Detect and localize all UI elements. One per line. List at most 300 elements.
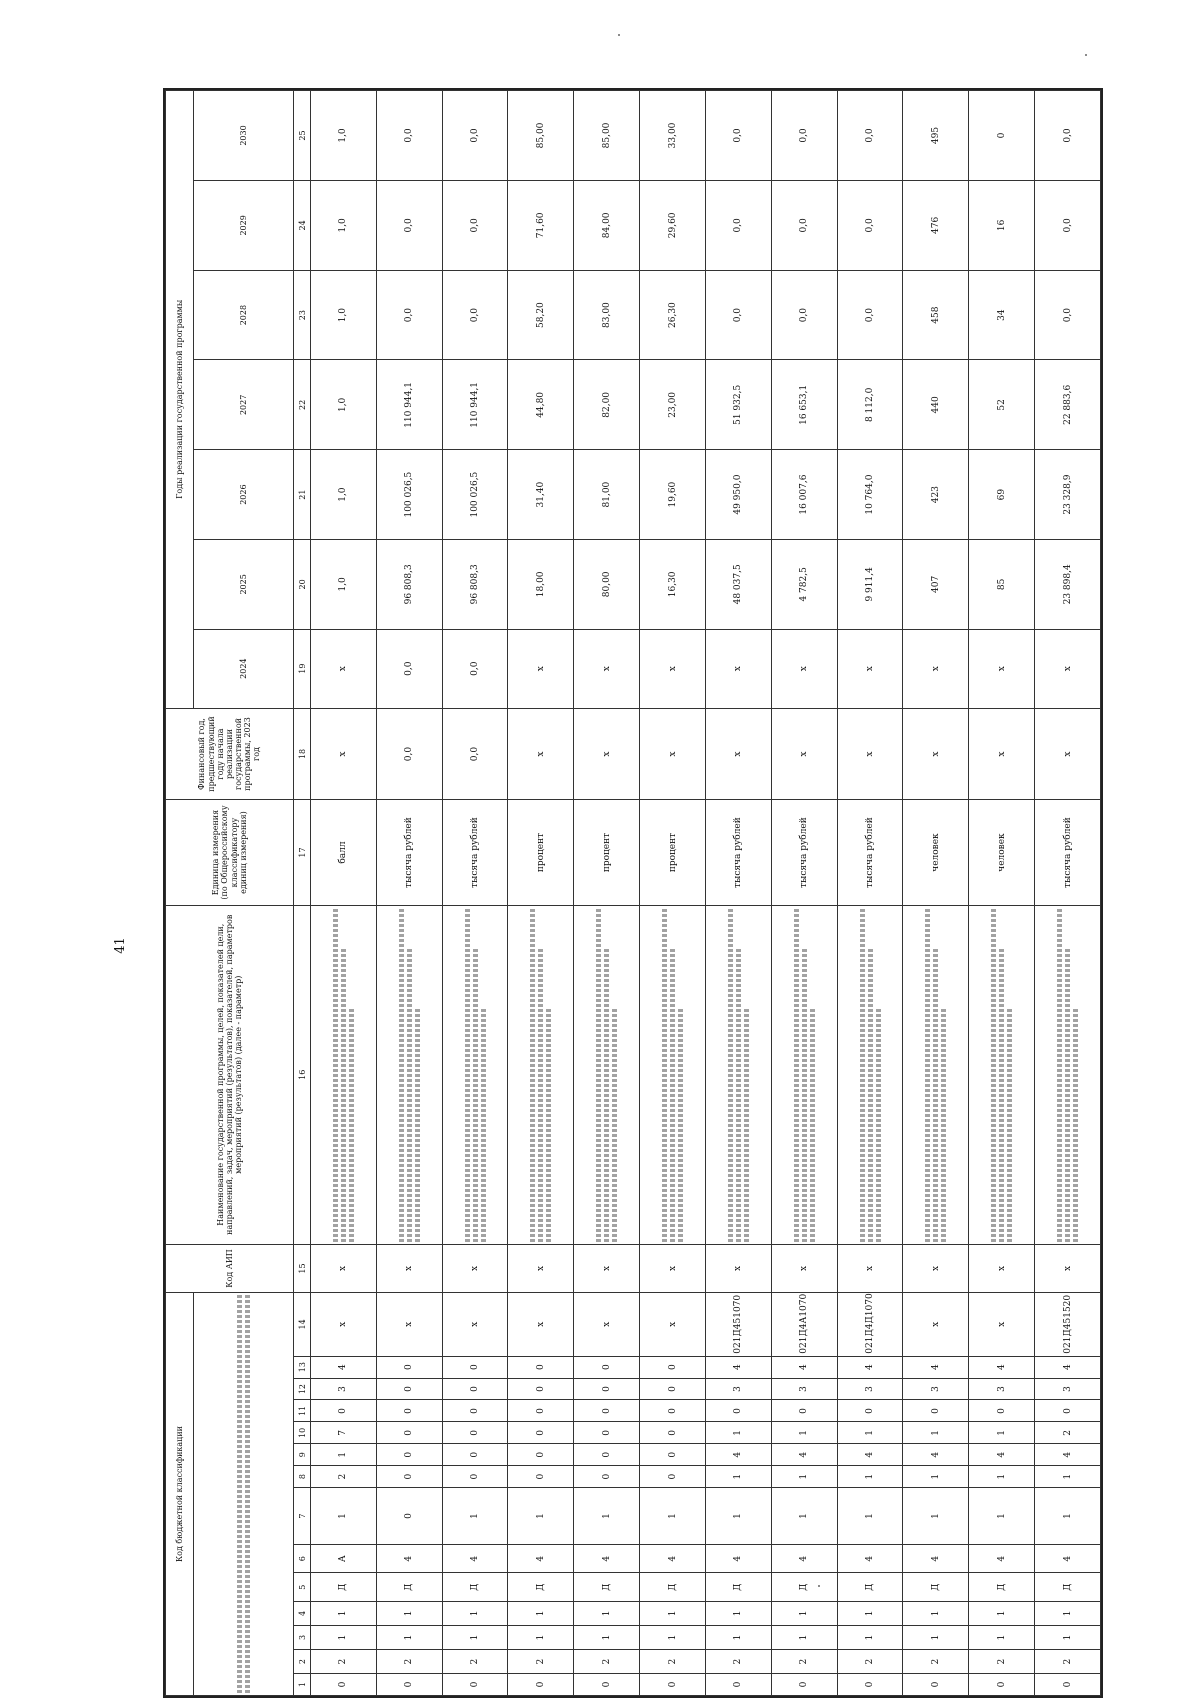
budget-subheaders (194, 1293, 294, 1696)
base-year-header: Финансовый год, предшествующий году начала реализации государственной программы, 2023 год (166, 708, 294, 800)
code-cell: 1 (837, 1466, 903, 1488)
code-cell: 0 (574, 1400, 640, 1422)
column-number: 11 (294, 1400, 311, 1422)
code-cell: 3 (311, 1378, 377, 1400)
year-value-cell: 84,00 (574, 180, 640, 270)
row-description-illegible (705, 905, 771, 1244)
year-value-cell: 16 (969, 180, 1035, 270)
year-value-cell: х (508, 629, 574, 708)
code-cell: 0 (508, 1444, 574, 1466)
year-value-cell: х (771, 629, 837, 708)
column-number: 5 (294, 1573, 311, 1601)
code-cell: 4 (771, 1444, 837, 1466)
code-cell: Д (376, 1573, 442, 1601)
code-cell: 0 (376, 1400, 442, 1422)
code-cell: х (837, 1244, 903, 1292)
code-cell: 2 (705, 1650, 771, 1674)
code-cell: 4 (903, 1444, 969, 1466)
code-cell: 0 (442, 1378, 508, 1400)
base-year-cell: х (508, 708, 574, 800)
code-cell: 4 (1035, 1356, 1101, 1378)
code-cell: х (771, 1244, 837, 1292)
code-cell: 021Д451070 (705, 1293, 771, 1357)
code-cell: 1 (1035, 1466, 1101, 1488)
year-value-cell: 19,60 (640, 450, 706, 540)
code-cell: 1 (1035, 1601, 1101, 1625)
column-number: 1 (294, 1674, 311, 1696)
column-number: 2 (294, 1650, 311, 1674)
row-description-illegible (508, 905, 574, 1244)
code-cell: 0 (376, 1674, 442, 1696)
code-cell: 2 (1035, 1650, 1101, 1674)
code-cell: Д (705, 1573, 771, 1601)
code-cell: 0 (837, 1400, 903, 1422)
code-cell: 1 (705, 1422, 771, 1444)
year-value-cell: 0,0 (376, 91, 442, 181)
column-number: 3 (294, 1625, 311, 1649)
column-number: 4 (294, 1601, 311, 1625)
year-value-cell: х (837, 629, 903, 708)
row-description-illegible (1035, 905, 1101, 1244)
code-cell: 1 (903, 1625, 969, 1649)
unit-cell: тысяча рублей (442, 800, 508, 905)
column-number: 19 (294, 629, 311, 708)
code-cell: 1 (705, 1625, 771, 1649)
year-value-cell: 83,00 (574, 270, 640, 360)
code-cell: 1 (376, 1601, 442, 1625)
code-cell: 2 (442, 1650, 508, 1674)
code-cell: 7 (311, 1422, 377, 1444)
code-cell: 0 (1035, 1400, 1101, 1422)
row-description-illegible (574, 905, 640, 1244)
code-cell: 4 (837, 1444, 903, 1466)
code-cell: 3 (903, 1378, 969, 1400)
table-row (376, 91, 442, 1696)
code-cell: х (311, 1293, 377, 1357)
year-value-cell: х (1035, 629, 1101, 708)
code-cell: 0 (442, 1674, 508, 1696)
year-value-cell: 85 (969, 539, 1035, 629)
code-cell: 0 (574, 1356, 640, 1378)
code-cell: 1 (837, 1601, 903, 1625)
code-cell: 0 (376, 1422, 442, 1444)
code-cell: 3 (1035, 1378, 1101, 1400)
column-numbers-row (294, 91, 311, 1696)
base-year-cell: 0,0 (376, 708, 442, 800)
year-value-cell: 423 (903, 450, 969, 540)
year-value-cell: 29,60 (640, 180, 706, 270)
code-cell: 1 (969, 1466, 1035, 1488)
column-number: 6 (294, 1544, 311, 1572)
code-cell: 0 (442, 1466, 508, 1488)
code-cell: 2 (903, 1650, 969, 1674)
unit-cell: балл (311, 800, 377, 905)
code-cell: х (903, 1244, 969, 1292)
row-description-illegible (640, 905, 706, 1244)
year-value-cell: 58,20 (508, 270, 574, 360)
unit-cell: процент (508, 800, 574, 905)
code-cell: 4 (969, 1356, 1035, 1378)
code-cell: 1 (705, 1466, 771, 1488)
code-cell: 0 (376, 1356, 442, 1378)
code-cell: 0 (574, 1674, 640, 1696)
base-year-cell: х (705, 708, 771, 800)
code-cell: Д (1035, 1573, 1101, 1601)
code-cell: 2 (574, 1650, 640, 1674)
code-cell: 0 (640, 1356, 706, 1378)
code-cell: 0 (640, 1444, 706, 1466)
code-cell: 4 (771, 1356, 837, 1378)
code-cell: 1 (508, 1625, 574, 1649)
code-cell: Д (969, 1573, 1035, 1601)
year-header: 2026 (194, 450, 294, 540)
table-row (771, 91, 837, 1696)
code-cell: Д (640, 1573, 706, 1601)
code-cell: 1 (442, 1601, 508, 1625)
code-cell: 1 (837, 1488, 903, 1545)
base-year-cell: х (903, 708, 969, 800)
year-value-cell: 1,0 (311, 270, 377, 360)
table-row (969, 91, 1035, 1696)
code-cell: 1 (837, 1625, 903, 1649)
year-header: 2030 (194, 91, 294, 181)
code-cell: 4 (574, 1544, 640, 1572)
code-cell: 1 (903, 1466, 969, 1488)
year-value-cell: 100 026,5 (376, 450, 442, 540)
table-row (311, 91, 377, 1696)
base-year-cell: х (1035, 708, 1101, 800)
year-value-cell: 110 944,1 (442, 360, 508, 450)
code-cell: Д (311, 1573, 377, 1601)
code-cell: х (969, 1293, 1035, 1357)
code-cell: 1 (311, 1625, 377, 1649)
year-value-cell: 0,0 (442, 91, 508, 181)
code-cell: 4 (969, 1444, 1035, 1466)
year-value-cell: 31,40 (508, 450, 574, 540)
group-budget-header: Код бюджетной классификации (166, 1293, 194, 1696)
year-header: 2024 (194, 629, 294, 708)
code-cell: 2 (969, 1650, 1035, 1674)
year-value-cell: 49 950,0 (705, 450, 771, 540)
code-cell: 0 (837, 1674, 903, 1696)
year-value-cell: 44,80 (508, 360, 574, 450)
year-header: 2028 (194, 270, 294, 360)
year-value-cell: 1,0 (311, 180, 377, 270)
code-cell: 0 (376, 1488, 442, 1545)
year-value-cell: 52 (969, 360, 1035, 450)
scan-speck (1085, 54, 1087, 56)
code-cell: 0 (969, 1674, 1035, 1696)
code-cell: 2 (508, 1650, 574, 1674)
year-value-cell: 440 (903, 360, 969, 450)
row-description-illegible (771, 905, 837, 1244)
code-cell: 4 (837, 1356, 903, 1378)
year-value-cell: 23 898,4 (1035, 539, 1101, 629)
year-value-cell: 0,0 (705, 270, 771, 360)
unit-cell: тысяча рублей (376, 800, 442, 905)
year-value-cell: 16 007,6 (771, 450, 837, 540)
unit-header: Единица измерения (по Общероссийскому классификатору единиц измерения) (166, 800, 294, 905)
year-value-cell: 81,00 (574, 450, 640, 540)
code-cell: 1 (508, 1488, 574, 1545)
code-cell: х (508, 1244, 574, 1292)
code-cell: 1 (442, 1625, 508, 1649)
year-header: 2025 (194, 539, 294, 629)
code-cell: 0 (969, 1400, 1035, 1422)
unit-cell: процент (640, 800, 706, 905)
year-value-cell: 23,00 (640, 360, 706, 450)
year-value-cell: 0,0 (837, 270, 903, 360)
table-row (837, 91, 903, 1696)
code-cell: 1 (640, 1625, 706, 1649)
base-year-cell: х (771, 708, 837, 800)
code-cell: 0 (640, 1674, 706, 1696)
code-cell: 3 (837, 1378, 903, 1400)
code-cell: 1 (311, 1444, 377, 1466)
year-value-cell: 0,0 (705, 91, 771, 181)
table-row (574, 91, 640, 1696)
code-cell: 0 (311, 1400, 377, 1422)
code-cell: 1 (837, 1422, 903, 1444)
year-value-cell: 71,60 (508, 180, 574, 270)
code-cell: Д (508, 1573, 574, 1601)
column-number: 21 (294, 450, 311, 540)
code-cell: 4 (903, 1544, 969, 1572)
year-value-cell: 82,00 (574, 360, 640, 450)
group-years-header: Годы реализации государственной программы (166, 91, 194, 709)
year-value-cell: 16 653,1 (771, 360, 837, 450)
code-cell: 0 (508, 1356, 574, 1378)
code-cell: 2 (311, 1466, 377, 1488)
year-value-cell: 10 764,0 (837, 450, 903, 540)
column-number: 10 (294, 1422, 311, 1444)
code-cell: 3 (969, 1378, 1035, 1400)
row-description-illegible (837, 905, 903, 1244)
code-cell: 0 (574, 1444, 640, 1466)
year-value-cell: 16,30 (640, 539, 706, 629)
code-cell: х (903, 1293, 969, 1357)
code-cell: А (311, 1544, 377, 1572)
column-number: 20 (294, 539, 311, 629)
year-value-cell: х (574, 629, 640, 708)
code-cell: х (705, 1244, 771, 1292)
year-value-cell: 0,0 (771, 270, 837, 360)
base-year-cell: х (640, 708, 706, 800)
row-description-illegible (442, 905, 508, 1244)
code-cell: 1 (903, 1601, 969, 1625)
rotated-table (165, 86, 1105, 1696)
code-cell: х (442, 1293, 508, 1357)
year-value-cell: 0,0 (442, 629, 508, 708)
code-cell: 4 (640, 1544, 706, 1572)
year-value-cell: х (969, 629, 1035, 708)
column-number: 9 (294, 1444, 311, 1466)
year-value-cell: 0,0 (1035, 91, 1101, 181)
code-cell: 4 (311, 1356, 377, 1378)
unit-cell: тысяча рублей (1035, 800, 1101, 905)
year-value-cell: 0,0 (837, 180, 903, 270)
base-year-cell: х (311, 708, 377, 800)
column-number: 8 (294, 1466, 311, 1488)
unit-cell: человек (969, 800, 1035, 905)
table-row (903, 91, 969, 1696)
year-value-cell: 0,0 (837, 91, 903, 181)
code-cell: 0 (640, 1378, 706, 1400)
code-cell: Д (771, 1573, 837, 1601)
year-value-cell: 495 (903, 91, 969, 181)
code-cell: 1 (903, 1488, 969, 1545)
code-cell: 4 (837, 1544, 903, 1572)
code-cell: 1 (705, 1488, 771, 1545)
code-cell: 1 (640, 1601, 706, 1625)
code-cell: х (640, 1244, 706, 1292)
code-cell: х (574, 1244, 640, 1292)
base-year-cell: 0,0 (442, 708, 508, 800)
code-cell: 1 (771, 1422, 837, 1444)
page-number: 41 (112, 937, 128, 954)
year-value-cell: 18,00 (508, 539, 574, 629)
column-number: 22 (294, 360, 311, 450)
year-value-cell: 476 (903, 180, 969, 270)
code-cell: 0 (574, 1378, 640, 1400)
code-cell: 0 (640, 1400, 706, 1422)
code-cell: 0 (574, 1466, 640, 1488)
year-value-cell: 0,0 (705, 180, 771, 270)
code-cell: 0 (705, 1400, 771, 1422)
year-value-cell: 23 328,9 (1035, 450, 1101, 540)
code-cell: 1 (311, 1488, 377, 1545)
program-table-frame (163, 88, 1103, 1698)
code-cell: 0 (771, 1400, 837, 1422)
base-year-cell: х (837, 708, 903, 800)
code-cell: 021Д4А1070 (771, 1293, 837, 1357)
code-cell: 1 (574, 1601, 640, 1625)
code-cell: 1 (1035, 1488, 1101, 1545)
code-cell: 2 (771, 1650, 837, 1674)
year-value-cell: 0,0 (376, 629, 442, 708)
code-cell: 0 (508, 1466, 574, 1488)
code-cell: 0 (442, 1400, 508, 1422)
code-cell: 021Д451520 (1035, 1293, 1101, 1357)
unit-cell: человек (903, 800, 969, 905)
column-number: 24 (294, 180, 311, 270)
table-row (640, 91, 706, 1696)
code-cell: 0 (1035, 1674, 1101, 1696)
year-value-cell: 26,30 (640, 270, 706, 360)
code-cell: 0 (640, 1466, 706, 1488)
code-cell: 2 (837, 1650, 903, 1674)
column-number: 12 (294, 1378, 311, 1400)
year-value-cell: 1,0 (311, 91, 377, 181)
code-cell: 0 (376, 1466, 442, 1488)
code-cell: 4 (376, 1544, 442, 1572)
code-cell: 0 (311, 1674, 377, 1696)
year-value-cell: 0,0 (1035, 180, 1101, 270)
code-cell: Д (903, 1573, 969, 1601)
year-value-cell: 0,0 (376, 180, 442, 270)
code-cell: 1 (442, 1488, 508, 1545)
code-cell: 0 (705, 1674, 771, 1696)
unit-cell: тысяча рублей (771, 800, 837, 905)
code-cell: х (640, 1293, 706, 1357)
year-value-cell: 80,00 (574, 539, 640, 629)
year-value-cell: 0,0 (771, 180, 837, 270)
year-header: 2029 (194, 180, 294, 270)
code-cell: 1 (771, 1488, 837, 1545)
column-number: 16 (294, 905, 311, 1244)
year-value-cell: 8 112,0 (837, 360, 903, 450)
year-value-cell: 96 808,3 (376, 539, 442, 629)
column-number: 18 (294, 708, 311, 800)
year-value-cell: 96 808,3 (442, 539, 508, 629)
code-cell: 1 (969, 1422, 1035, 1444)
code-cell: 4 (705, 1444, 771, 1466)
code-cell: 0 (508, 1674, 574, 1696)
column-number: 23 (294, 270, 311, 360)
code-cell: 0 (442, 1444, 508, 1466)
year-value-cell: 100 026,5 (442, 450, 508, 540)
code-cell: 4 (442, 1544, 508, 1572)
column-number: 25 (294, 91, 311, 181)
code-cell: 0 (508, 1422, 574, 1444)
year-value-cell: х (311, 629, 377, 708)
code-cell: 021Д4Д1070 (837, 1293, 903, 1357)
year-value-cell: 9 911,4 (837, 539, 903, 629)
year-value-cell: 110 944,1 (376, 360, 442, 450)
year-value-cell: 1,0 (311, 450, 377, 540)
code-cell: 1 (574, 1625, 640, 1649)
code-cell: 0 (574, 1422, 640, 1444)
code-cell: х (376, 1293, 442, 1357)
name-header: Наименование государственной программы, целей, показателей цели, направлений, задач, мероприятий (результатов), показателей, параметров мероприятий (результатов) (далее - параметр) (166, 905, 294, 1244)
code-cell: 2 (640, 1650, 706, 1674)
year-value-cell: 85,00 (574, 91, 640, 181)
code-cell: Д (442, 1573, 508, 1601)
year-value-cell: 22 883,6 (1035, 360, 1101, 450)
unit-cell: тысяча рублей (837, 800, 903, 905)
year-value-cell: 51 932,5 (705, 360, 771, 450)
code-cell: 2 (376, 1650, 442, 1674)
table-row (508, 91, 574, 1696)
code-cell: 1 (903, 1422, 969, 1444)
table-row (705, 91, 771, 1696)
code-cell: 0 (442, 1356, 508, 1378)
code-cell: х (311, 1244, 377, 1292)
code-cell: 4 (903, 1356, 969, 1378)
code-cell: 1 (771, 1625, 837, 1649)
column-number: 13 (294, 1356, 311, 1378)
code-cell: 1 (640, 1488, 706, 1545)
code-cell: Д (574, 1573, 640, 1601)
code-cell: 0 (640, 1422, 706, 1444)
year-value-cell: 0,0 (442, 270, 508, 360)
code-cell: 1 (574, 1488, 640, 1545)
row-description-illegible (903, 905, 969, 1244)
column-number: 15 (294, 1244, 311, 1292)
code-cell: х (969, 1244, 1035, 1292)
code-cell: 0 (903, 1674, 969, 1696)
code-cell: 1 (969, 1601, 1035, 1625)
code-cell: 4 (1035, 1544, 1101, 1572)
code-cell: х (508, 1293, 574, 1357)
code-cell: 2 (311, 1650, 377, 1674)
code-cell: х (574, 1293, 640, 1357)
year-value-cell: 0,0 (442, 180, 508, 270)
code-cell: 0 (771, 1674, 837, 1696)
code-cell: 4 (1035, 1444, 1101, 1466)
base-year-cell: х (574, 708, 640, 800)
code-cell: 0 (508, 1378, 574, 1400)
